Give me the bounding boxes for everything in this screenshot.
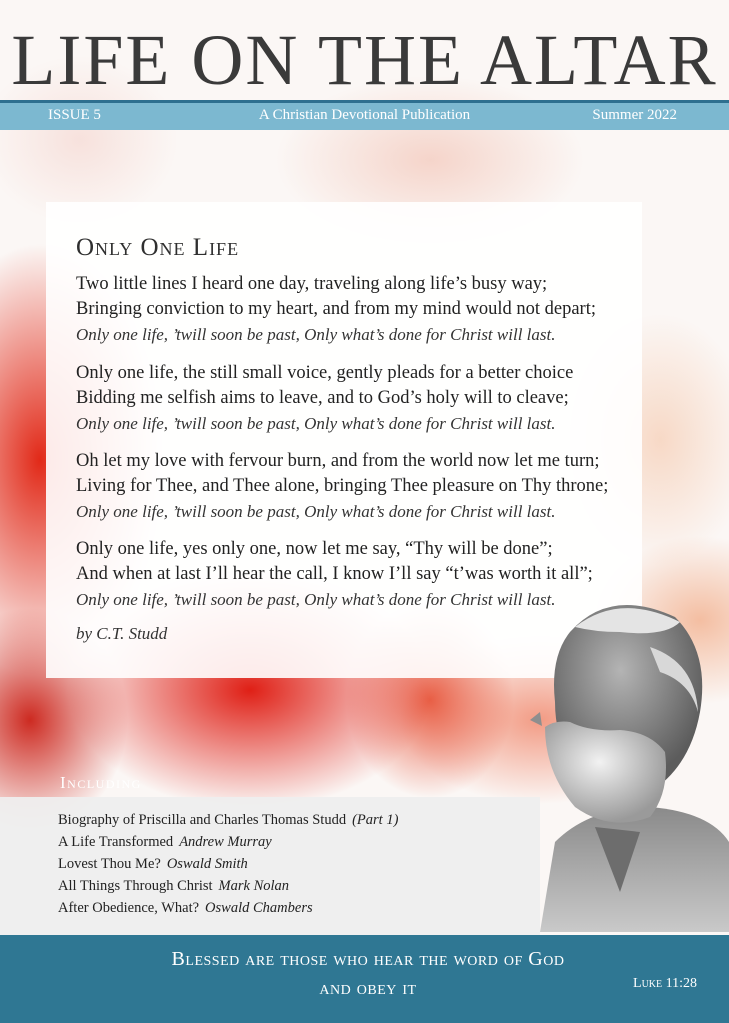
- poem-line: Bringing conviction to my heart, and from my mind would not depart;: [76, 299, 596, 319]
- issue-bar: [0, 100, 729, 130]
- article-byline: Mark Nolan: [218, 878, 290, 894]
- article-title: After Obedience, What?: [58, 900, 200, 916]
- contents-item[interactable]: [58, 831, 398, 853]
- article-byline: (Part 1): [352, 812, 399, 828]
- contents-item[interactable]: [58, 809, 398, 831]
- article-byline: Oswald Chambers: [205, 900, 313, 916]
- article-title: A Life Transformed: [58, 834, 174, 850]
- poem-author: by C.T. Studd: [76, 624, 168, 643]
- article-byline: Andrew Murray: [179, 834, 272, 850]
- poem-stanza: [76, 272, 646, 348]
- verse-reference: Luke 11:28: [633, 976, 697, 991]
- poem-refrain: Only one life, ’twill soon be past, Only what’s done for Christ will last.: [76, 325, 556, 344]
- poem-line: Only one life, the still small voice, gently pleads for a better choice: [76, 363, 574, 383]
- contents-panel: [0, 797, 540, 935]
- poem-refrain: Only one life, ’twill soon be past, Only what’s done for Christ will last.: [76, 590, 556, 609]
- footer-verse-banner: [0, 935, 729, 1023]
- verse-line: and obey it: [319, 977, 417, 999]
- contents-list: [58, 809, 398, 919]
- poem-stanza: [76, 361, 646, 437]
- poem-title: Only One Life: [76, 234, 240, 261]
- poem-line: Bidding me selfish aims to leave, and to God’s holy will to cleave;: [76, 388, 569, 408]
- including-label: Including: [60, 773, 142, 792]
- article-title: All Things Through Christ: [58, 878, 213, 894]
- article-title: Lovest Thou Me?: [58, 856, 161, 872]
- publication-subtitle: A Christian Devotional Publication: [258, 107, 471, 123]
- article-title: Biography of Priscilla and Charles Thomas Studd: [58, 812, 347, 828]
- contents-item[interactable]: [58, 897, 398, 919]
- poem-line: Two little lines I heard one day, traveling along life’s busy way;: [76, 274, 548, 294]
- poem-line: Oh let my love with fervour burn, and from the world now let me turn;: [76, 451, 600, 471]
- contents-item[interactable]: [58, 853, 398, 875]
- footer-verse: [0, 945, 729, 1003]
- article-byline: Oswald Smith: [166, 856, 248, 872]
- poem-line: Only one life, yes only one, now let me say, “Thy will be done”;: [76, 539, 553, 559]
- poem-refrain: Only one life, ’twill soon be past, Only what’s done for Christ will last.: [76, 502, 556, 521]
- contents-item[interactable]: [58, 875, 398, 897]
- poem-refrain: Only one life, ’twill soon be past, Only what’s done for Christ will last.: [76, 414, 556, 433]
- poem-line: And when at last I’ll hear the call, I know I’ll say “t’was worth it all”;: [76, 564, 593, 584]
- poem-stanza: [76, 449, 646, 525]
- poem-line: Living for Thee, and Thee alone, bringing Thee pleasure on Thy throne;: [76, 476, 609, 496]
- verse-line: Blessed are those who hear the word of God: [171, 948, 565, 970]
- issue-number: ISSUE 5: [48, 107, 101, 123]
- issue-season: Summer 2022: [592, 107, 677, 123]
- masthead-title: LIFE ON THE ALTAR: [11, 20, 718, 100]
